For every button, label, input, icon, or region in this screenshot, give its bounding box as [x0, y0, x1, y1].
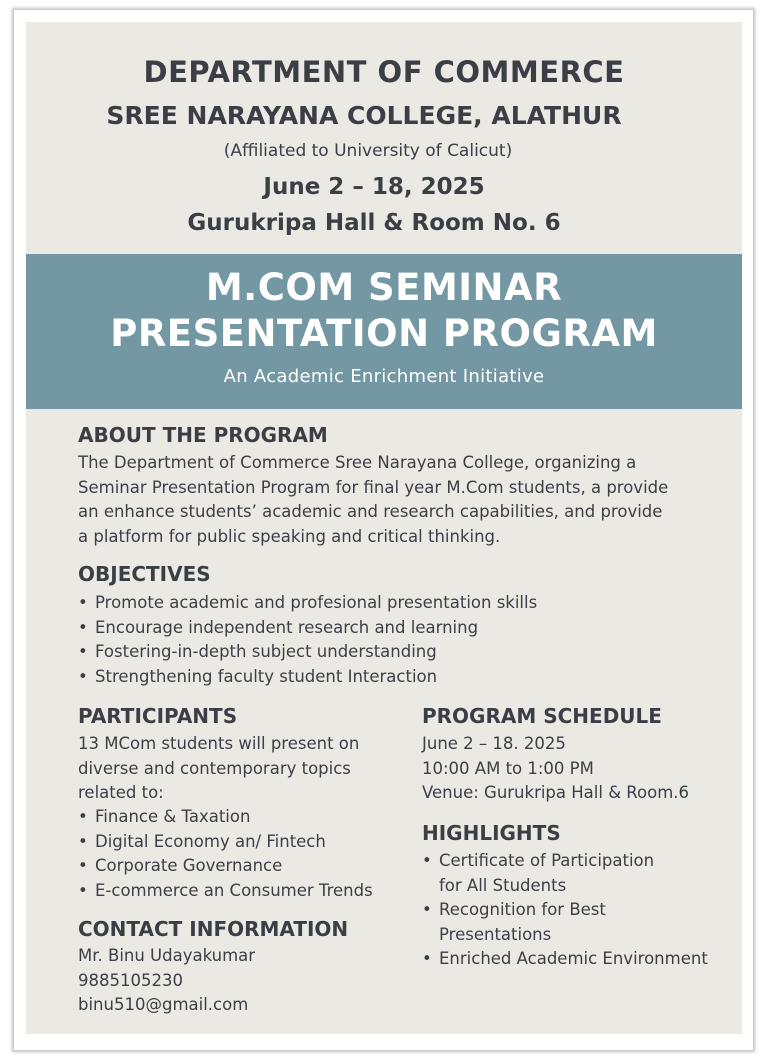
- contact-name: Mr. Binu Udayakumar: [78, 946, 256, 965]
- about-line: The Department of Commerce Sree Narayana College, organizing a: [78, 453, 637, 472]
- highlight-line: • Recognition for Best: [439, 900, 606, 919]
- about-line: a platform for public speaking and critical thinking.: [78, 526, 501, 546]
- highlight-line: • Certificate of Participation: [439, 851, 655, 870]
- highlight-item: [422, 947, 738, 972]
- about-heading: ABOUT THE PROGRAM: [78, 423, 328, 447]
- college-name: SREE NARAYANA COLLEGE, ALATHUR: [106, 101, 622, 130]
- highlight-line: • Enriched Academic Environment: [439, 949, 708, 968]
- highlight-item: [422, 898, 738, 947]
- contact-details: [78, 944, 408, 1018]
- objective-item: • Strengthening faculty student Interaction: [78, 665, 698, 690]
- about-line: an enhance students’ academic and research capabilities, and provide: [78, 502, 663, 521]
- contact-email: binu510@gmail.com: [78, 995, 249, 1014]
- topic-item: • Corporate Governance: [78, 854, 408, 879]
- contact-phone: 9885105230: [78, 970, 183, 990]
- about-paragraph: [78, 451, 728, 549]
- program-banner: [26, 254, 742, 409]
- participants-heading: PARTICIPANTS: [78, 704, 238, 728]
- affiliation-text: (Affiliated to University of Calicut): [223, 141, 513, 161]
- highlight-item: [422, 849, 738, 898]
- schedule-heading: PROGRAM SCHEDULE: [422, 704, 662, 728]
- highlight-line: Presentations: [439, 924, 552, 944]
- program-dates: June 2 – 18, 2025: [263, 174, 485, 200]
- banner-subtitle: An Academic Enrichment Initiative: [223, 366, 545, 387]
- schedule-details: [422, 732, 732, 806]
- participants-paragraph: [78, 732, 408, 806]
- highlights-heading: HIGHLIGHTS: [422, 821, 561, 845]
- topics-list: [78, 805, 408, 903]
- objective-item: • Promote academic and profesional presentation skills: [78, 591, 698, 616]
- objective-item: • Fostering-in-depth subject understanding: [78, 640, 698, 665]
- seminar-poster: [26, 22, 742, 1034]
- participants-line: diverse and contemporary topics: [78, 758, 351, 778]
- topic-item: • Digital Economy an/ Fintech: [78, 830, 408, 855]
- topic-item: • Finance & Taxation: [78, 805, 408, 830]
- highlights-list: [422, 849, 738, 972]
- banner-title-line-2: PRESENTATION PROGRAM: [110, 312, 658, 355]
- participants-line: related to:: [78, 783, 164, 802]
- participants-line: 13 MCom students will present on: [78, 734, 360, 753]
- objectives-heading: OBJECTIVES: [78, 562, 211, 586]
- schedule-dates: June 2 – 18. 2025: [422, 734, 566, 753]
- program-venue: Gurukripa Hall & Room No. 6: [187, 210, 561, 236]
- highlight-line: for All Students: [439, 875, 567, 895]
- objective-item: • Encourage independent research and learning: [78, 616, 698, 641]
- contact-heading: CONTACT INFORMATION: [78, 917, 349, 941]
- objectives-list: [78, 591, 698, 689]
- banner-title-line-1: M.COM SEMINAR: [205, 266, 563, 309]
- topic-item: • E-commerce an Consumer Trends: [78, 879, 408, 904]
- schedule-time: 10:00 AM to 1:00 PM: [422, 758, 594, 778]
- schedule-venue: Venue: Gurukripa Hall & Room.6: [422, 783, 690, 802]
- about-line: Seminar Presentation Program for final year M.Com students, a provide: [78, 477, 669, 497]
- department-title: DEPARTMENT OF COMMERCE: [143, 55, 625, 89]
